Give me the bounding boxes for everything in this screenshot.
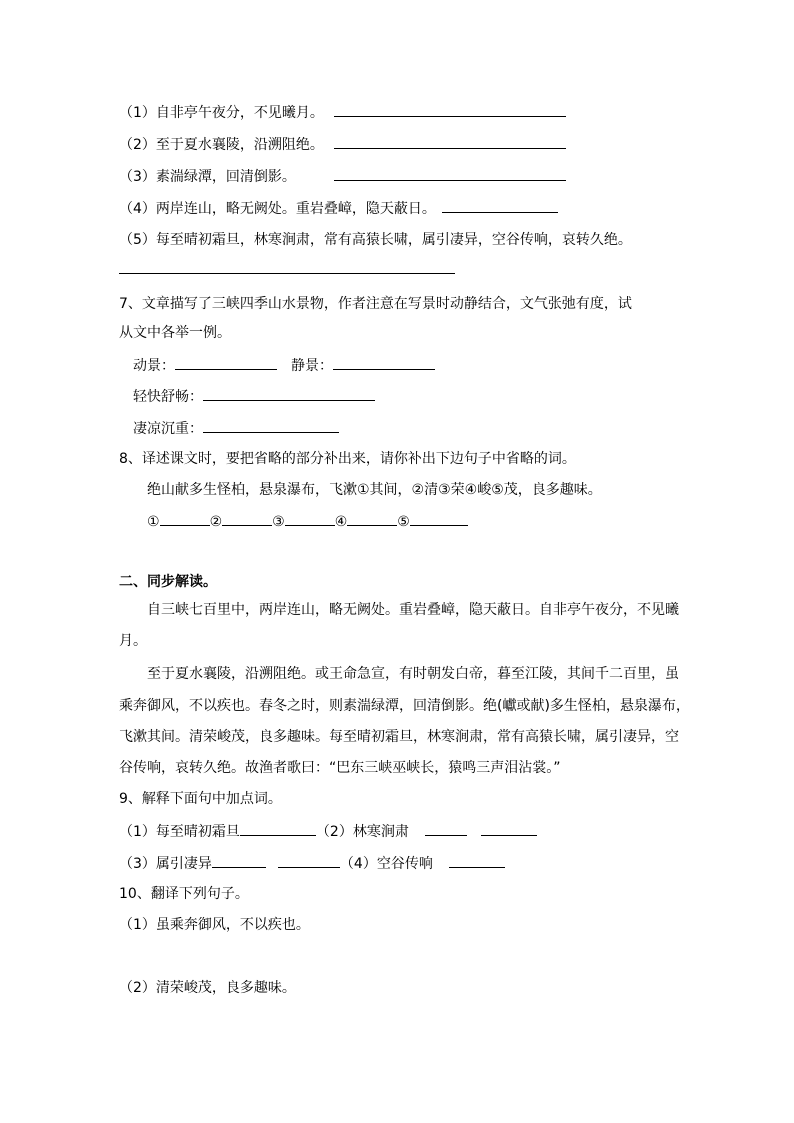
- q9-prompt: 9、解释下面句中加点词。: [119, 791, 282, 807]
- q7-qiliang-row: [133, 418, 339, 439]
- blank-2[interactable]: [222, 511, 272, 526]
- q8-sentence: 绝山献多生怪柏，悬泉瀑布，飞漱①其间，②清③荣④峻⑤茂，良多趣味。: [147, 482, 602, 498]
- item-5: [119, 230, 632, 250]
- passage-line: 飞漱其间。清荣峻茂，良多趣味。每至晴初霜旦，林寒涧肃，常有高猿长啸，属引凄异，空: [119, 729, 679, 745]
- q9-item-3: （3）属引凄异: [119, 856, 212, 872]
- item-1-text: （1）自非亭午夜分，不见曦月。: [119, 105, 324, 121]
- q10-prompt: 10、翻译下列句子。: [119, 886, 249, 902]
- item-2: [119, 134, 566, 155]
- q10-sentence-2: （2）清荣峻茂，良多趣味。: [119, 980, 296, 996]
- q9-row-2: [119, 853, 505, 874]
- qingkuai-label: 轻快舒畅：: [133, 389, 203, 405]
- qiliang-blank[interactable]: [203, 418, 339, 433]
- passage-line: 乘奔御风，不以疾也。春冬之时，则素湍绿潭，回清倒影。绝(巘或献)多生怪柏，悬泉瀑布，: [119, 698, 690, 714]
- jing-label: 静景：: [291, 358, 333, 374]
- passage-line: 谷传响，哀转久绝。故渔者歌曰：“巴东三峡巫峡长，猿鸣三声泪沾裳。”: [119, 760, 561, 776]
- item-3-text: （3）素湍绿潭，回清倒影。: [119, 169, 296, 185]
- q9-blank-1[interactable]: [240, 821, 316, 836]
- q9-blank-2b[interactable]: [481, 821, 537, 836]
- item-3: [119, 166, 566, 187]
- q9-blank-3a[interactable]: [212, 853, 266, 868]
- item-1: [119, 102, 566, 123]
- marker-5: ⑤: [397, 514, 410, 530]
- q8-answers: [147, 511, 468, 532]
- section-heading: 二、同步解读。: [119, 574, 217, 590]
- q9-item-2: （2）林寒涧肃: [315, 824, 409, 840]
- q8-prompt: 8、译述课文时，要把省略的部分补出来，请你补出下边句子中省略的词。: [119, 451, 576, 467]
- q9-blank-4[interactable]: [449, 853, 505, 868]
- blank-3[interactable]: [285, 511, 335, 526]
- blank-5[interactable]: [410, 511, 468, 526]
- answer-blank[interactable]: [334, 102, 566, 117]
- blank-4[interactable]: [347, 511, 397, 526]
- marker-3: ③: [272, 514, 285, 530]
- q9-blank-3b[interactable]: [278, 853, 340, 868]
- qiliang-label: 凄凉沉重：: [133, 421, 203, 437]
- passage-line: 月。: [119, 633, 147, 649]
- item-2-text: （2）至于夏水襄陵，沿溯阻绝。: [119, 137, 324, 153]
- answer-blank[interactable]: [334, 166, 566, 181]
- q10-sentence-1: （1）虽乘奔御风，不以疾也。: [119, 917, 310, 933]
- answer-blank[interactable]: [334, 134, 566, 149]
- dong-blank[interactable]: [175, 355, 277, 370]
- jing-blank[interactable]: [333, 355, 435, 370]
- marker-4: ④: [334, 514, 348, 530]
- answer-blank[interactable]: [442, 198, 558, 213]
- blank-1[interactable]: [160, 511, 210, 526]
- q9-blank-2a[interactable]: [425, 821, 467, 836]
- answer-line[interactable]: [119, 273, 455, 274]
- q7-prompt-line1: 7、文章描写了三峡四季山水景物，作者注意在写景时动静结合，文气张弛有度，试: [119, 296, 632, 312]
- item-4-text: （4）两岸连山，略无阙处。重岩叠嶂，隐天蔽日。: [119, 201, 436, 217]
- q7-qingkuai-row: [133, 386, 375, 407]
- marker-2: ②: [209, 514, 223, 530]
- q9-row-1: [119, 821, 537, 842]
- marker-1: ①: [147, 514, 160, 530]
- q9-item-4: （4）空谷传响: [339, 856, 433, 872]
- dong-label: 动景：: [133, 358, 175, 374]
- item-5-text: （5）每至晴初霜旦，林寒涧肃，常有高猿长啸，属引凄异，空谷传响，哀转久绝。: [119, 232, 632, 248]
- passage-line: 至于夏水襄陵，沿溯阻绝。或王命急宣，有时朝发白帝，暮至江陵，其间千二百里，虽: [147, 666, 679, 682]
- passage-line: 自三峡七百里中，两岸连山，略无阙处。重岩叠嶂，隐天蔽日。自非亭午夜分，不见曦: [147, 602, 679, 618]
- qingkuai-blank[interactable]: [203, 386, 375, 401]
- q9-item-1: （1）每至晴初霜旦: [119, 824, 240, 840]
- q7-prompt-line2: 从文中各举一例。: [119, 325, 231, 341]
- item-4: [119, 198, 558, 219]
- q7-dong-row: [133, 355, 435, 376]
